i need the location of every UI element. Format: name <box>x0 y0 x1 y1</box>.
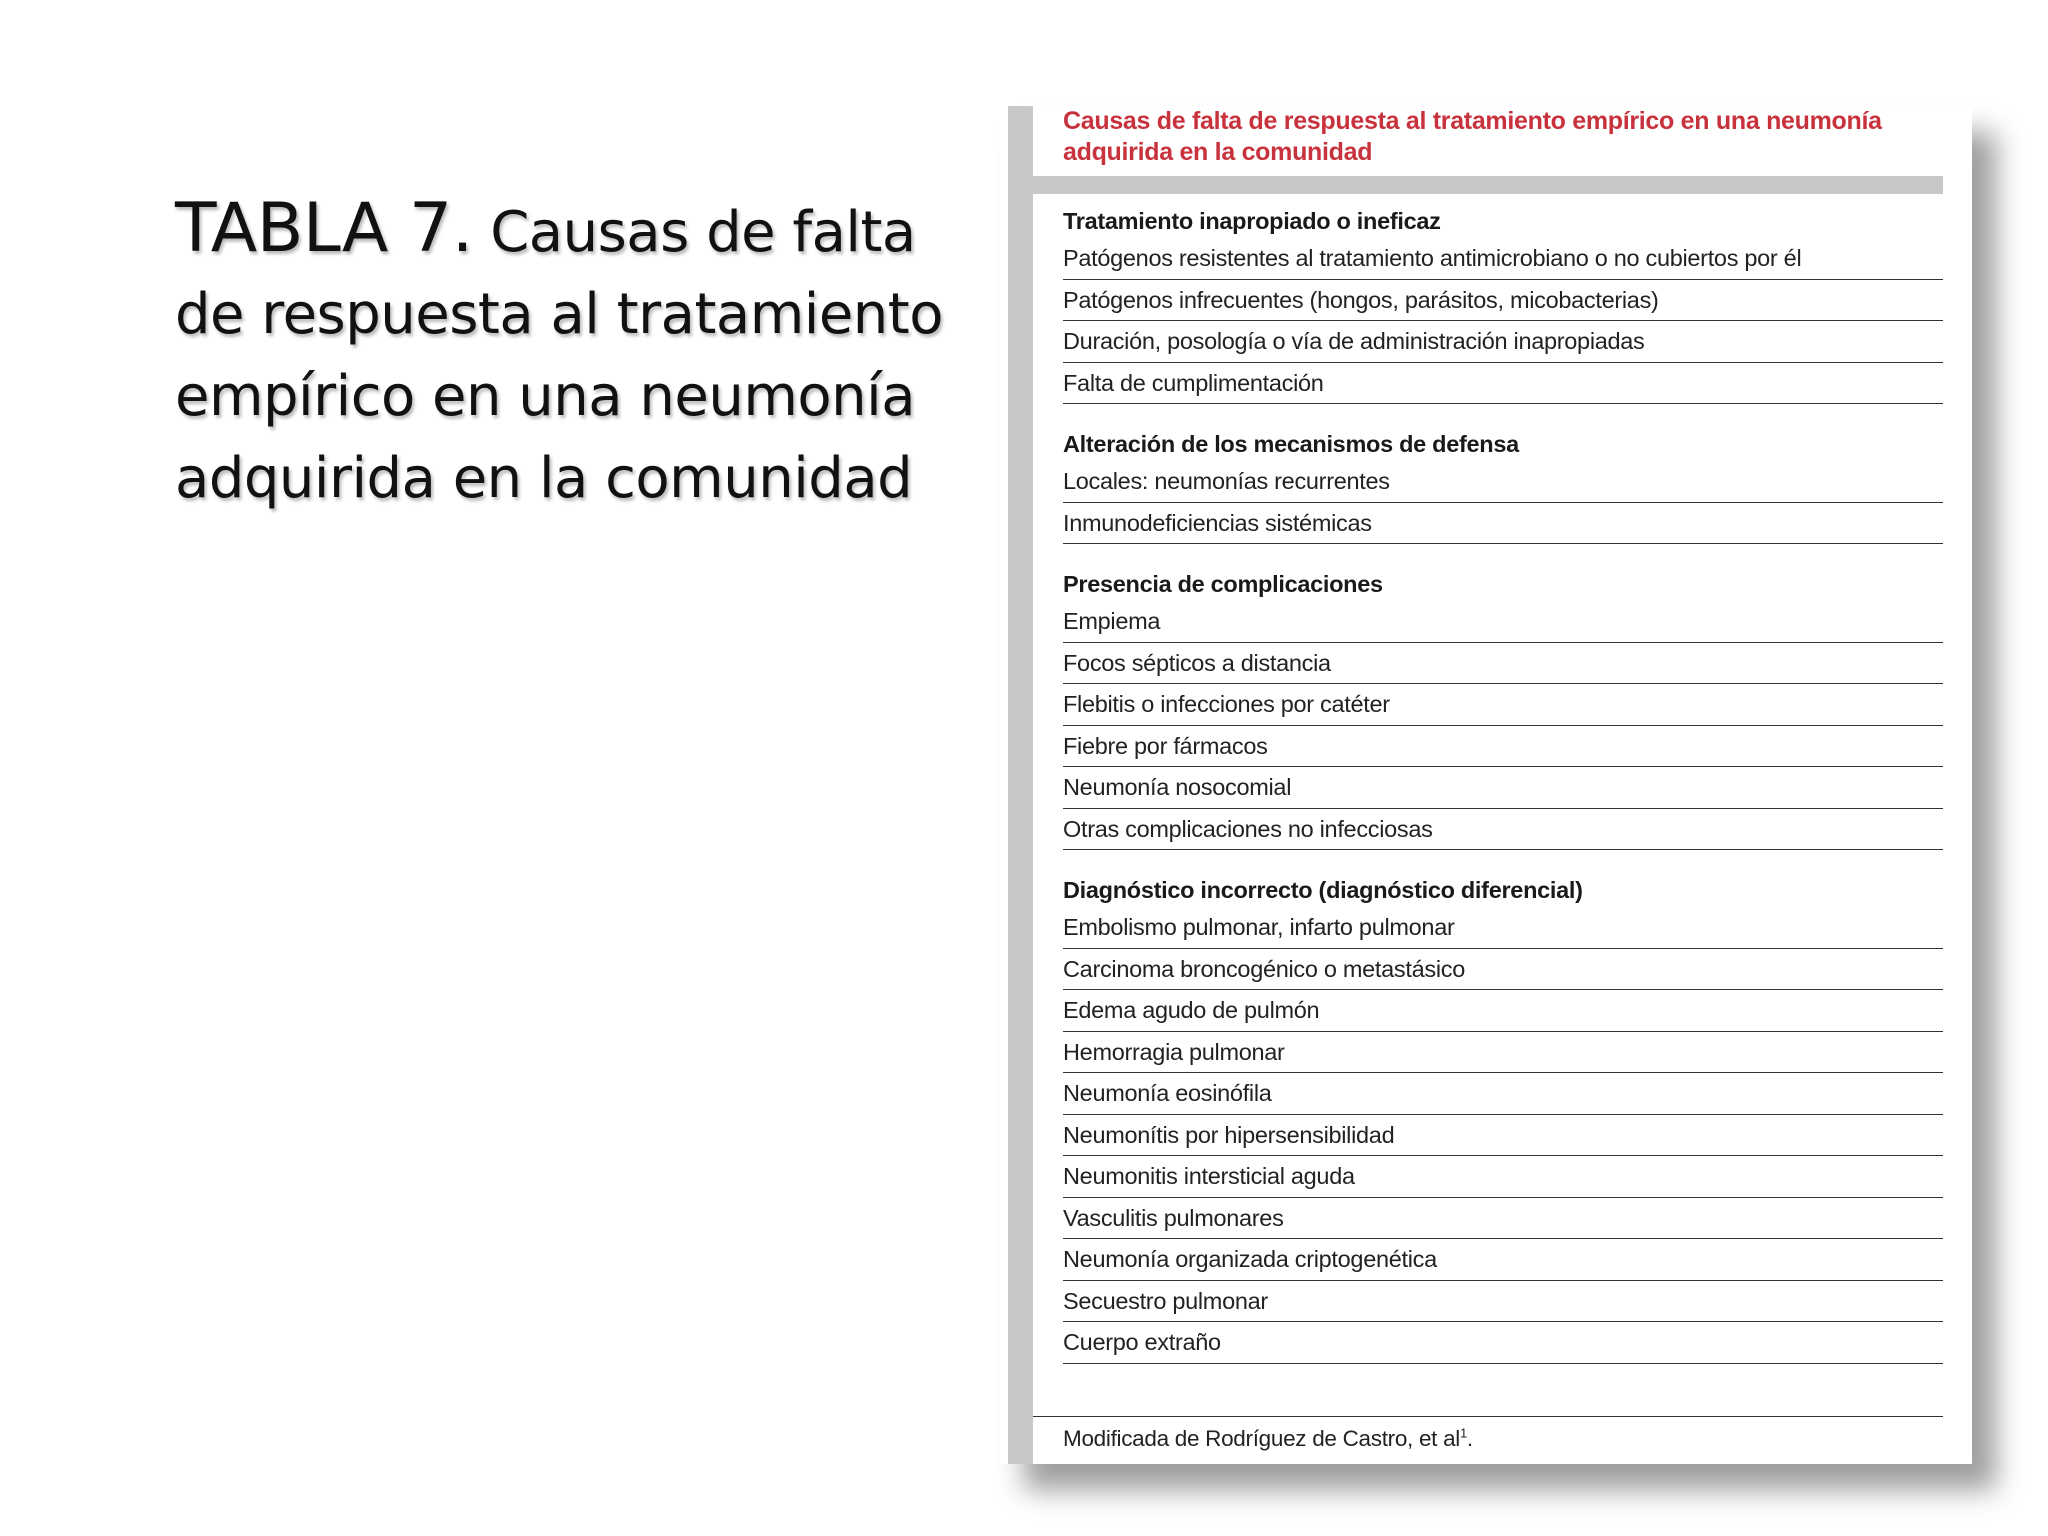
table-row: Neumonía organizada criptogenética <box>1063 1239 1943 1281</box>
table-row: Hemorragia pulmonar <box>1063 1032 1943 1074</box>
section-spacer <box>1033 404 1943 421</box>
section-spacer <box>1033 544 1943 561</box>
table-row: Falta de cumplimentación <box>1063 363 1943 405</box>
section-heading: Tratamiento inapropiado o ineficaz <box>1063 208 1441 234</box>
slide-title-rest: Causas de falta de respuesta al tratamiento empírico en una neumonía adquirida en la comunidad <box>175 200 943 511</box>
section-heading: Alteración de los mecanismos de defensa <box>1063 431 1519 457</box>
footer-superscript: 1 <box>1459 1425 1467 1441</box>
table-heading: Causas de falta de respuesta al tratamiento empírico en una neumonía adquirida en la comunidad <box>1063 107 1882 166</box>
table-row: Flebitis o infecciones por catéter <box>1063 684 1943 726</box>
table-row: Patógenos resistentes al tratamiento antimicrobiano o no cubiertos por él <box>1063 238 1943 280</box>
table-heading-bar <box>1033 176 1943 194</box>
table-row: Fiebre por fármacos <box>1063 726 1943 768</box>
table-row: Carcinoma broncogénico o metastásico <box>1063 949 1943 991</box>
table-row: Edema agudo de pulmón <box>1063 990 1943 1032</box>
table-row: Neumonítis por hipersensibilidad <box>1063 1115 1943 1157</box>
table-row: Neumonía eosinófila <box>1063 1073 1943 1115</box>
table-row: Secuestro pulmonar <box>1063 1281 1943 1323</box>
table-row: Focos sépticos a distancia <box>1063 643 1943 685</box>
table-row: Neumonitis intersticial aguda <box>1063 1156 1943 1198</box>
table-body <box>1033 198 1943 1364</box>
table-row: Otras complicaciones no infecciosas <box>1063 809 1943 851</box>
table-row: Patógenos infrecuentes (hongos, parásitos, micobacterias) <box>1063 280 1943 322</box>
table-row: Empiema <box>1063 601 1943 643</box>
table-row: Embolismo pulmonar, infarto pulmonar <box>1063 907 1943 949</box>
table-left-bar <box>1008 106 1033 1464</box>
slide-title-prefix: TABLA 7. <box>175 189 473 268</box>
table-row: Cuerpo extraño <box>1063 1322 1943 1364</box>
table-row: Locales: neumonías recurrentes <box>1063 461 1943 503</box>
table-row: Vasculitis pulmonares <box>1063 1198 1943 1240</box>
footer-end: . <box>1466 1426 1473 1451</box>
slide-title <box>175 188 965 520</box>
table-row: Neumonía nosocomial <box>1063 767 1943 809</box>
section-heading: Presencia de complicaciones <box>1063 571 1383 597</box>
table-row: Inmunodeficiencias sistémicas <box>1063 503 1943 545</box>
table-row: Duración, posología o vía de administración inapropiadas <box>1063 321 1943 363</box>
section-heading: Diagnóstico incorrecto (diagnóstico diferencial) <box>1063 877 1583 903</box>
table-footer <box>1033 1416 1943 1461</box>
footer-text: Modificada de Rodríguez de Castro, et al <box>1063 1426 1460 1451</box>
section-spacer <box>1033 850 1943 867</box>
table-card <box>1000 106 1972 1464</box>
